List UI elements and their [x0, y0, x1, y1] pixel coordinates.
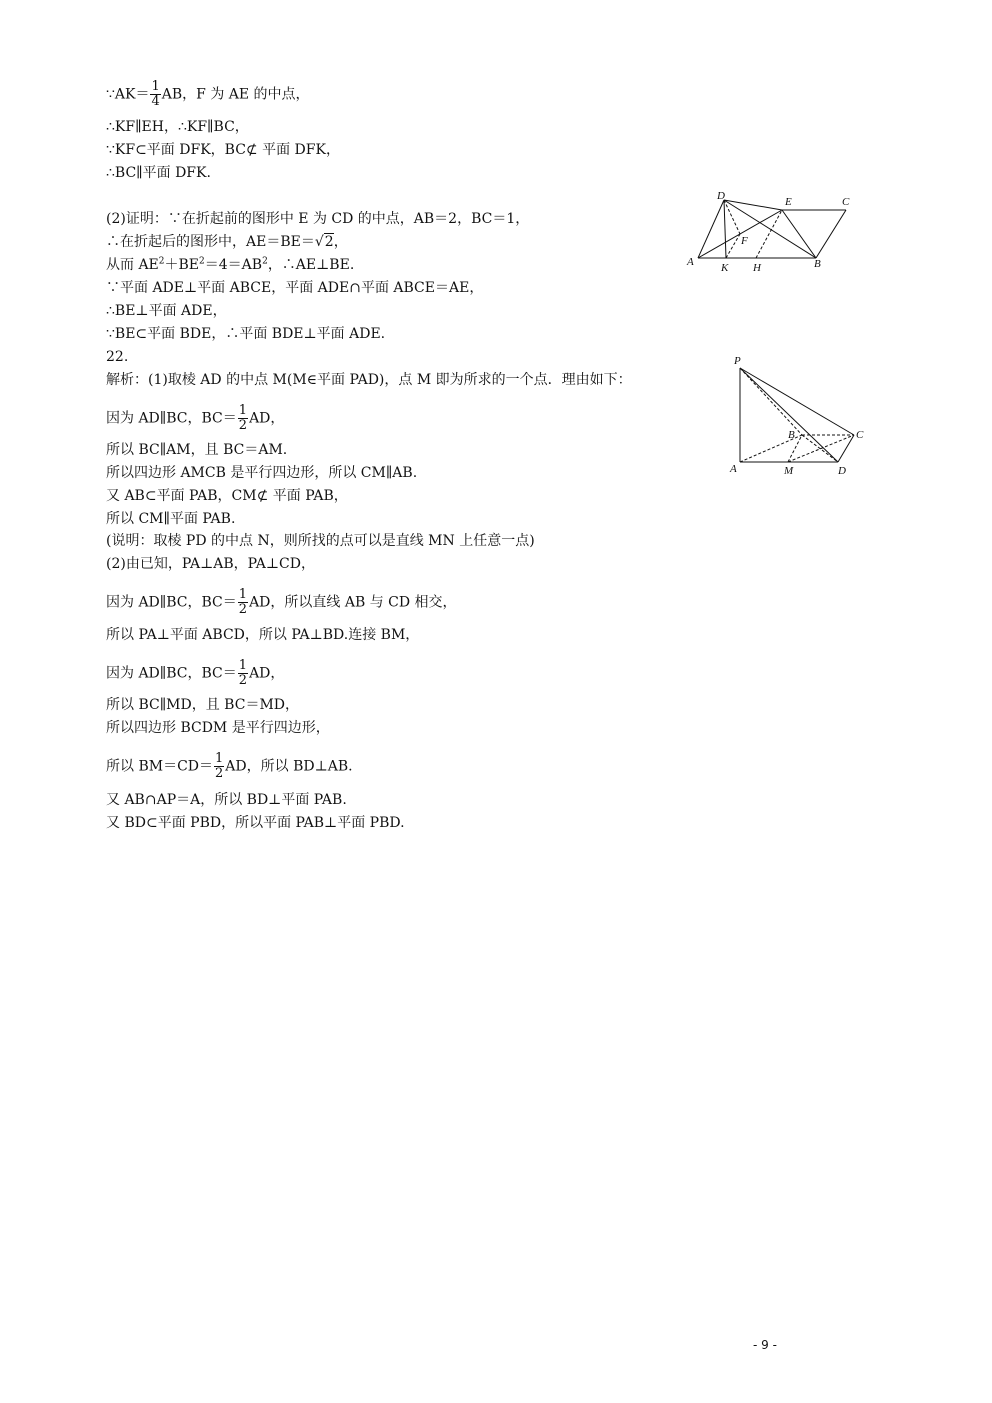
text-span: AB，F 为 AE 的中点，: [161, 86, 310, 103]
text-line: [106, 588, 457, 617]
fraction: [238, 659, 248, 688]
fraction: [238, 404, 248, 433]
figure-folded-trapezoid: [680, 188, 870, 276]
fraction-denominator: 2: [238, 673, 248, 688]
text-span: ∵AK＝: [106, 86, 150, 103]
edge-DK: [724, 200, 726, 258]
fraction: [150, 80, 160, 109]
text-span: AD，所以 BD⊥AB.: [225, 758, 353, 775]
text-line: (2)证明：∵在折起前的图形中 E 为 CD 的中点，AB＝2，BC＝1，: [106, 211, 530, 227]
fraction: [238, 588, 248, 617]
text-line: [106, 233, 348, 251]
text-span: AD，: [249, 665, 285, 682]
text-line: [106, 659, 284, 688]
label-K: K: [721, 262, 729, 274]
label-M: M: [784, 465, 794, 477]
edge-CB: [816, 210, 846, 258]
fraction: [214, 752, 224, 781]
text-line: 解析：(1)取棱 AD 的中点 M(M∈平面 PAD)，点 M 即为所求的一个点．理由如下：: [106, 372, 632, 388]
text-line: [106, 80, 310, 109]
dashed-BD: [802, 435, 838, 462]
text-line: 又 AB∩AP＝A，所以 BD⊥平面 PAB.: [106, 792, 347, 808]
label-C: C: [842, 196, 850, 208]
sqrt-radicand: 2: [324, 234, 334, 250]
text-span: 因为 AD∥BC，BC＝: [106, 410, 237, 427]
label-A: A: [687, 256, 694, 268]
fraction-numerator: 1: [215, 751, 224, 766]
edge-PC: [740, 368, 854, 435]
text-span: AD，所以直线 AB 与 CD 相交，: [249, 594, 457, 611]
text-line: (2)由已知，PA⊥AB，PA⊥CD，: [106, 556, 315, 572]
superscript: 2: [199, 256, 205, 267]
text-line: ∴BE⊥平面 ADE，: [106, 303, 227, 319]
text-line: 又 BD⊂平面 PBD，所以平面 PAB⊥平面 PBD.: [106, 815, 405, 831]
fraction-numerator: 1: [151, 79, 160, 94]
text-line: (说明：取棱 PD 的中点 N，则所找的点可以是直线 MN 上任意一点): [106, 533, 535, 549]
text-span: ∴在折起后的图形中，AE＝BE＝: [106, 234, 315, 250]
text-span: ＋BE: [164, 257, 200, 273]
edge-DA: [698, 200, 724, 258]
text-line: [106, 404, 284, 433]
text-span: 因为 AD∥BC，BC＝: [106, 594, 237, 611]
label-B: B: [788, 429, 795, 441]
text-span: 所以 BM＝CD＝: [106, 758, 214, 775]
fraction-denominator: 2: [215, 766, 224, 781]
text-line: ∵KF⊂平面 DFK，BC⊄ 平面 DFK，: [106, 142, 340, 158]
text-line: ∴BC∥平面 DFK.: [106, 165, 211, 181]
fraction-denominator: 2: [238, 602, 248, 617]
dashed-MC: [788, 435, 854, 462]
label-D: D: [838, 465, 846, 477]
page-number: - 9 -: [753, 1338, 777, 1352]
text-line: [106, 752, 353, 781]
fraction-denominator: 2: [238, 418, 248, 433]
fraction-numerator: 1: [238, 658, 248, 673]
fraction-numerator: 1: [238, 587, 248, 602]
text-span: ，∴AE⊥BE.: [267, 257, 355, 273]
text-line: 又 AB⊂平面 PAB，CM⊄ 平面 PAB，: [106, 488, 348, 504]
edge-CD: [838, 435, 854, 462]
edge-PD: [740, 368, 838, 462]
text-line: [106, 256, 354, 274]
text-line: 所以 BC∥MD，且 BC＝MD，: [106, 697, 300, 713]
text-span: ，: [333, 234, 348, 250]
superscript: 2: [262, 256, 268, 267]
text-line: ∵BE⊂平面 BDE，∴平面 BDE⊥平面 ADE.: [106, 326, 386, 342]
text-line: 所以四边形 AMCB 是平行四边形，所以 CM∥AB.: [106, 465, 418, 481]
label-C: C: [856, 429, 864, 441]
superscript: 2: [158, 256, 165, 267]
label-E: E: [785, 196, 792, 208]
fraction-denominator: 4: [151, 94, 160, 109]
text-span: ＝4＝AB: [204, 257, 263, 273]
text-line: ∵平面 ADE⊥平面 ABCE，平面 ADE∩平面 ABCE＝AE，: [106, 280, 484, 296]
label-A: A: [730, 463, 737, 475]
figure-pyramid: [726, 350, 870, 478]
dashed-PB: [740, 368, 802, 435]
text-span: 从而 AE: [106, 257, 159, 273]
text-line: ∴KF∥EH，∴KF∥BC，: [106, 119, 249, 135]
label-P: P: [734, 355, 741, 367]
label-H: H: [753, 262, 761, 274]
text-line: 所以 BC∥AM，且 BC＝AM.: [106, 442, 288, 458]
edge-BE: [782, 210, 816, 258]
text-span: AD，: [249, 410, 285, 427]
fraction-numerator: 1: [238, 403, 248, 418]
sqrt-symbol: √: [314, 234, 324, 250]
problem-number: 22.: [106, 349, 129, 365]
text-span: 因为 AD∥BC，BC＝: [106, 665, 237, 682]
text-line: 所以 CM∥平面 PAB.: [106, 511, 236, 527]
label-F: F: [741, 235, 748, 247]
label-B: B: [814, 258, 821, 270]
text-line: 所以四边形 BCDM 是平行四边形，: [106, 720, 330, 736]
text-line: 所以 PA⊥平面 ABCD，所以 PA⊥BD.连接 BM，: [106, 627, 420, 643]
label-D: D: [717, 190, 725, 202]
